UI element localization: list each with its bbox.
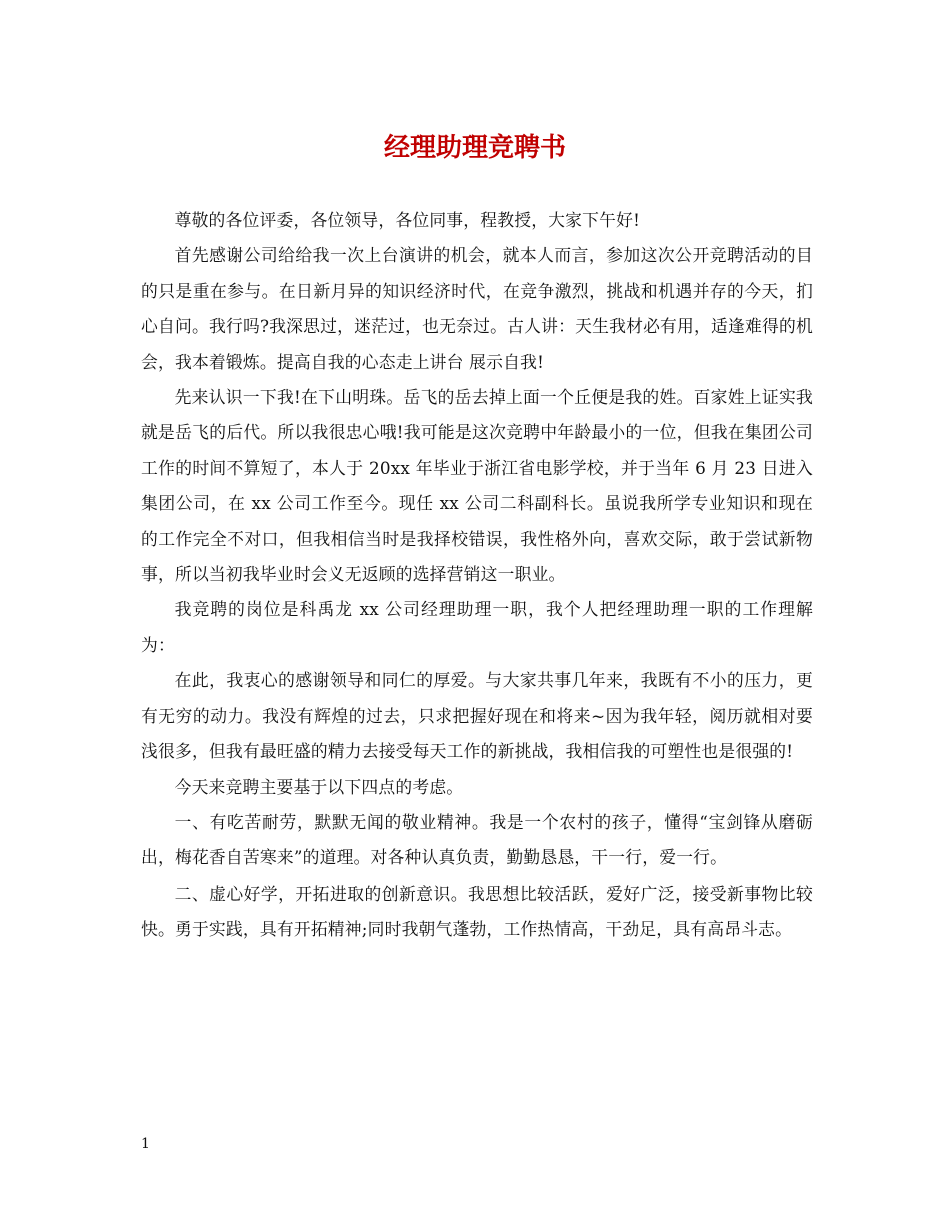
page-number: 1 — [141, 1136, 150, 1152]
paragraph-introduction: 先来认识一下我!在下山明珠。岳飞的岳去掉上面一个丘便是我的姓。百家姓上证实我就是岳飞的后代。所以我很忠心哦!我可能是这次竞聘中年龄最小的一位，但我在集团公司工作的时间不算短了，本人于 20xx 年毕业于浙江省电影学校，并于当年 6 月 23 日进入集团公司，在 xx 公司工作至今。现任 xx 公司二科副科长。虽说我所学专业知识和现在的工作完全不对口，但我相信当时是我择校错误，我性格外向，喜欢交际，敢于尝试新物事，所以当初我毕业时会义无返顾的选择营销这一职业。 — [141, 387, 813, 585]
document-title: 经理助理竞聘书 — [383, 133, 566, 163]
paragraph-opening: 首先感谢公司给给我一次上台演讲的机会，就本人而言，参加这次公开竞聘活动的目的只是重在参与。在日新月异的知识经济时代，在竞争激烈，挑战和机遇并存的今天，扪心自问。我行吗?我深思过，迷茫过，也无奈过。古人讲：天生我材必有用，适逢难得的机会，我本着锻炼。提高自我的心态走上讲台 展示自我! — [141, 245, 813, 372]
document-body — [141, 203, 813, 948]
paragraph-greeting: 尊敬的各位评委，各位领导，各位同事，程教授，大家下午好! — [174, 210, 641, 230]
paragraph-position: 我竞聘的岗位是科禹龙 xx 公司经理助理一职，我个人把经理助理一职的工作理解为： — [141, 599, 813, 655]
paragraph-reason-two: 二、虚心好学，开拓进取的创新意识。我思想比较活跃，爱好广泛，接受新事物比较快。勇于实践，具有开拓精神;同时我朝气蓬勃，工作热情高，干劲足，具有高昂斗志。 — [141, 883, 813, 940]
paragraph-reason-one: 一、有吃苦耐劳，默默无闻的敬业精神。我是一个农村的孩子，懂得“宝剑锋从磨砺出，梅花香自苦寒来”的道理。对各种认真负责，勤勤恳恳，干一行，爱一行。 — [141, 811, 813, 868]
paragraph-gratitude: 在此，我衷心的感谢领导和同仁的厚爱。与大家共事几年来，我既有不小的压力，更有无穷的动力。我没有辉煌的过去，只求把握好现在和将来~因为我年轻，阅历就相对要浅很多，但我有最旺盛的精力去接受每天工作的新挑战，我相信我的可塑性也是很强的! — [141, 670, 813, 762]
paragraph-reasons-intro: 今天来竞聘主要基于以下四点的考虑。 — [174, 776, 464, 797]
